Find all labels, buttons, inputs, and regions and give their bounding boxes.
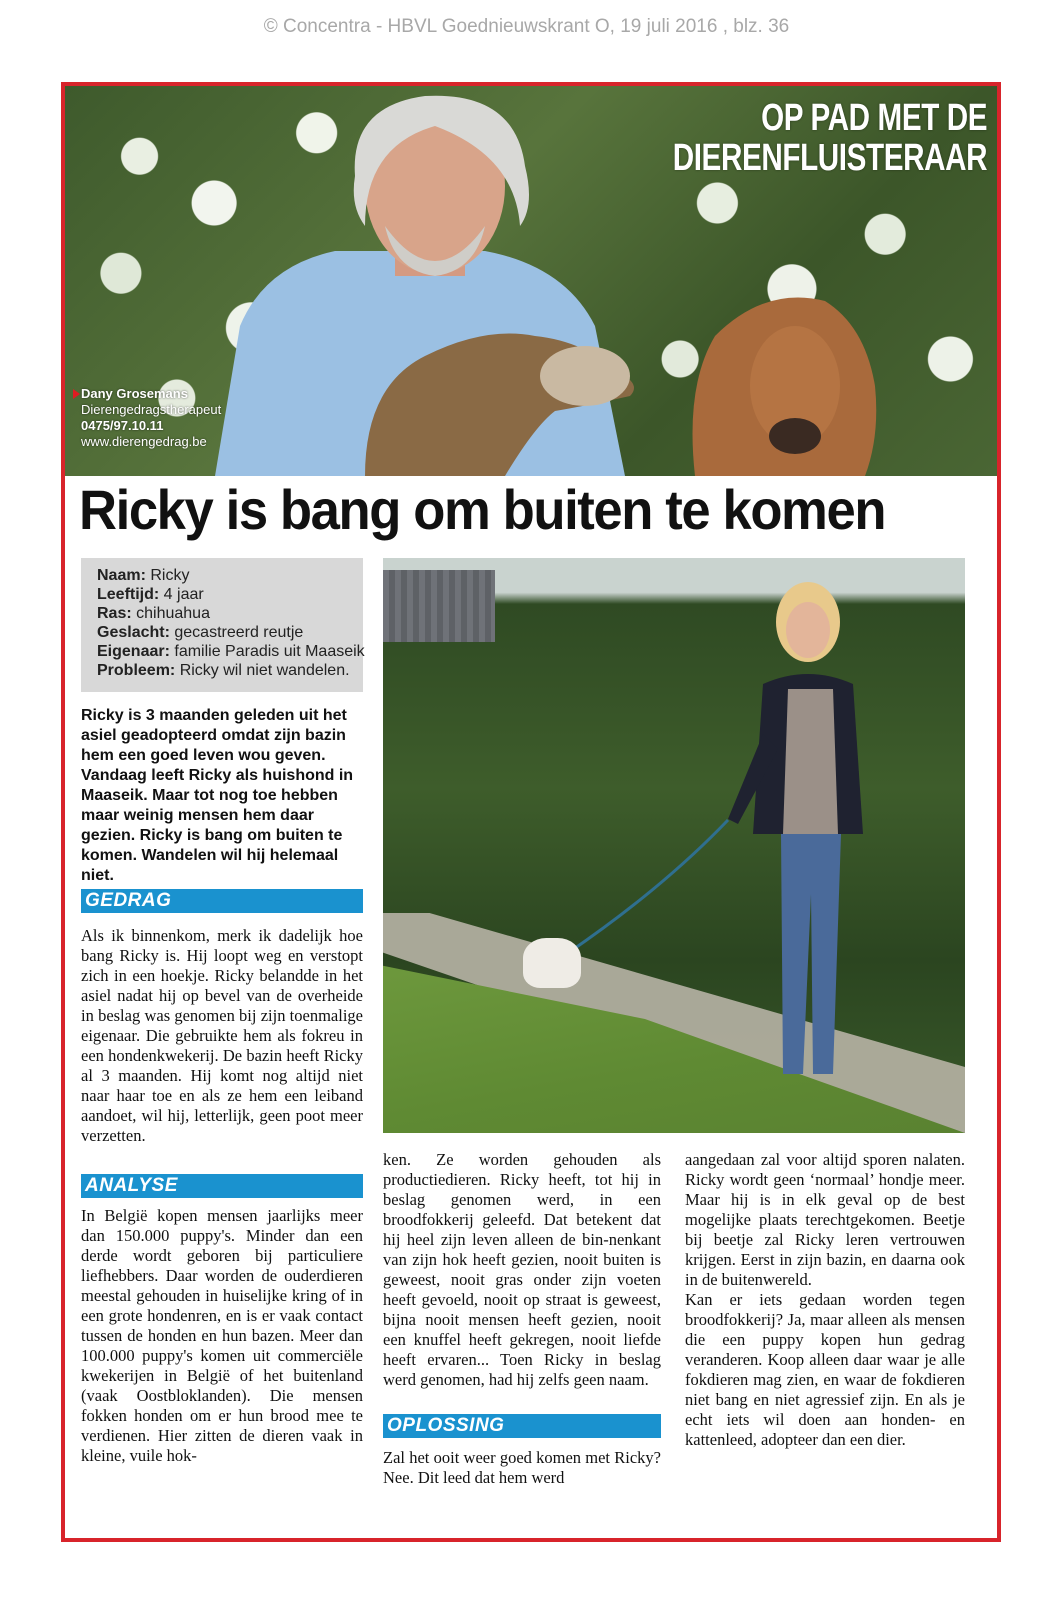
headline: Ricky is bang om buiten te komen [79,478,886,541]
fact-row [97,566,363,585]
fact-key: Eigenaar: [97,643,170,660]
fact-value: Ricky wil niet wandelen. [175,662,350,679]
fact-value: gecastreerd reutje [169,624,304,641]
gedrag-text: Als ik binnenkom, merk ik dadelijk hoe bang Ricky is. Hij loopt weg en verstopt zich in een hoekje. Ricky belandde in het asiel nadat hij op bevel van de overheide in beslag was genomen bij zijn toenmalige eigenaar. Die gebruikte hem als fokreu in een hondenkwekerij. De bazin heeft Ricky al 3 maanden. Hij komt nog altijd niet naar haar toe en als ze hem een leiband aandoet, wil hij, letterlijk, geen poot meer verzetten. [81,926,363,1145]
oplossing-text-col3: aangedaan zal voor altijd sporen nalaten. Ricky wordt geen ‘normaal’ hondje meer. Maar hij is in elk geval op de best mogelijke plaats terechtgekomen. Beetje bij beetje zal Ricky leren vertrouwen krijgen. Eerst in zijn bazin, en daarna ook in de buitenwereld. Kan er iets gedaan worden tegen broodfokkerij? Ja, maar alleen als mensen die een puppy kopen hun gedrag veranderen. Koop alleen daar waar je alle fokdieren mag zien, en waar de fokdieren niet bang en niet agressief zijn. En als je echt iets wil doen aan honden- en kattenleed, adopteer dan een dier. [685,1150,965,1449]
intro-paragraph: Ricky is 3 maanden geleden uit het asiel geadopteerd omdat zijn bazin hem een goed leven wou geven. Vandaag leeft Ricky als huishond in Maaseik. Maar tot nog toe hebben maar weinig mensen hem daar gezien. Ricky is bang om buiten te komen. Wandelen wil hij helemaal niet. [81,707,354,884]
leash [568,820,728,953]
section-heading-oplossing: OPLOSSING [383,1414,661,1438]
large-dog-muzzle [769,418,821,454]
fact-key: Probleem: [97,662,176,679]
fact-row [97,623,363,642]
chihuahua [523,938,581,988]
contact-website: www.dierengedrag.be [81,434,207,449]
red-arrow-icon [73,389,80,399]
fact-key: Leeftijd: [97,586,160,603]
series-title-line-1: OP PAD MET DE [760,97,987,139]
fact-row [97,642,363,661]
owner-dog-photo [383,558,965,1133]
fact-key: Naam: [97,567,146,584]
contact-phone: 0475/97.10.11 [81,418,164,433]
fact-value: 4 jaar [159,586,204,603]
source-line: © Concentra - HBVL Goednieuwskrant O, 19 juli 2016 , blz. 36 [263,16,790,37]
series-title [673,98,987,178]
fact-key: Ras: [97,605,132,622]
analyse-text-col1: In België kopen mensen jaarlijks meer dan 150.000 puppy's. Minder dan een derde wordt geboren bij particuliere liefhebbers. Daar worden de ouderdieren meestal gehouden in huiselijke kring of in een grote hondenren, en is er vaak contact tussen de honden en hun bazen. Meer dan 100.000 puppy's komen uit commerciële kwekerijen in België of het buitenland (vaak Oostbloklanden). Die mensen fokken honden om er hun brood mee te verdienen. Hier zitten de dieren vaak in kleine, vuile hok- [81,1206,363,1465]
leash-overlay [383,558,965,1133]
fact-row [97,604,363,623]
fact-value: Ricky [145,567,190,584]
oplossing-text-col2: Zal het ooit weer goed komen met Ricky? Nee. Dit leed dat hem werd [383,1448,661,1487]
article-frame [61,82,1001,1542]
fact-value: chihuahua [131,605,210,622]
fact-row [97,585,363,604]
fact-value: familie Paradis uit Maaseik [169,643,365,660]
fact-row [97,661,363,680]
section-heading-analyse: ANALYSE [81,1174,363,1198]
fact-box [81,558,363,692]
contact-block [81,386,221,450]
series-title-line-2: DIERENFLUISTERAAR [672,137,987,179]
section-heading-gedrag: GEDRAG [81,889,363,913]
small-dog-head [540,346,630,406]
hero-photo [65,86,997,476]
contact-role: Dierengedragstherapeut [81,402,222,417]
analyse-text-col2: ken. Ze worden gehouden als productiedieren. Ricky heeft, tot hij in beslag genomen werd, in een broodfokkerij geleefd. Dat betekent dat hij heel zijn leven alleen de bin-nenkant van zijn hok heeft gezien, nooit buiten is geweest, nooit gras onder zijn voeten heeft gevoeld, nooit op straat is geweest, bijna nooit mensen heeft gezien, nooit een knuffel heeft gekregen, nooit liefde heeft ervaren... Toen Ricky in beslag werd genomen, had hij zelfs geen naam. [383,1150,661,1389]
fact-key: Geslacht: [97,624,170,641]
contact-name: Dany Grosemans [81,386,188,401]
